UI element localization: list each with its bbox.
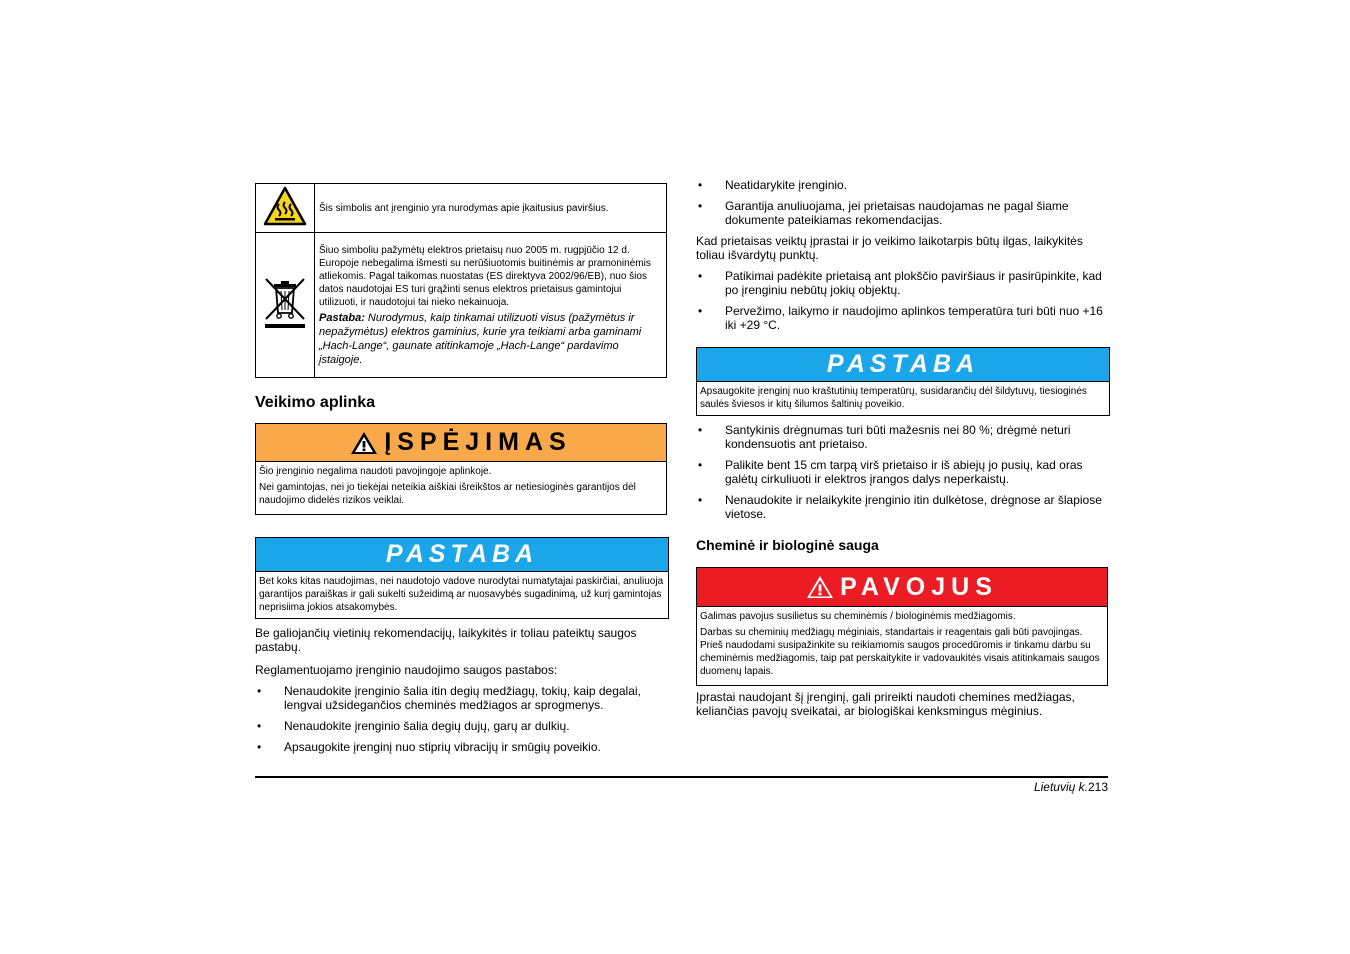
symbol-row-weee [256,233,667,378]
right-column [696,178,1110,718]
bullet-list [696,269,1110,332]
warning-header [256,424,666,462]
hot-surface-icon [263,186,307,226]
symbol-cell-text: Šis simbolis ant įrenginio yra nurodymas apie įkaitusius paviršius. [315,184,667,233]
notice-body: Bet koks kitas naudojimas, nei naudotojo vadove nurodytai numatytajai paskirčiai, anuliuoja garantijos paraiškas ir gali sukelti sužeidimą ar nuosavybės sugadinimą, už kurį gamintojas neprisiima jokios atsakomybės. [259,576,664,613]
danger-line: Prieš naudodami susipažinkite su reikiamomis saugos procedūromis ir tinkamu darbu su cheminėmis medžiagomis, taip pat perskaitykite ir vadovaukitės visais atitinkamais saugos duomenų lapais. [700,640,1100,677]
warning-title: ĮSPĖJIMAS [384,428,572,456]
weee-crossed-bin-icon [262,275,308,331]
warning-line: Šio įrenginio negalima naudoti pavojingoje aplinkoje. [259,466,492,477]
note-label: Pastaba: [319,311,365,324]
weee-text: Šiuo simboliu pažymėtų elektros prietaisų nuo 2005 m. rugpjūčio 12 d. Europoje nebegalima išmesti su nerūšiuotomis buitinėmis ar pramoninėmis atliekomis. Pagal taikomas nuostatas (ES direktyva 2002/96/EB), nuo šios datos naudotojai ES turi grąžinti senus elektros prietaisus gamintojui utilizuoti, ir naudotojui tai nieko nekainuoja. [319,244,651,308]
danger-body [697,607,1107,685]
paragraph: Be galiojančių vietinių rekomendacijų, laikykitės ir toliau pateiktų saugos pastabų. [255,626,637,654]
list-item: • Pervežimo, laikymo ir naudojimo aplinkos temperatūra turi būti nuo +16 iki +29 °C. [696,304,1110,332]
bullet-list [696,178,1110,227]
list-item: • Palikite bent 15 cm tarpą virš prietaiso ir iš abiejų jo pusių, kad oras galėtų cirkuliuoti ir elektros įrangos dalys neperkaistų. [696,458,1110,486]
bullet-list [255,684,667,754]
bullet-list [696,423,1110,521]
paragraph: Reglamentuojamo įrenginio naudojimo saugos pastabos: [255,663,558,677]
warning-box [255,423,667,515]
left-column [255,183,667,761]
warning-triangle-icon [350,431,378,455]
symbols-table [255,183,667,378]
symbol-cell-text [315,233,667,378]
list-item: • Neatidarykite įrenginio. [696,178,1110,192]
list-item: • Nenaudokite įrenginio šalia degių dujų, garų ar dulkių. [255,719,667,733]
section-title-chemical-biological-safety: Cheminė ir biologinė sauga [696,537,879,553]
weee-note [319,311,662,367]
paragraph: Kad prietaisas veiktų įprastai ir jo veikimo laikotarpis būtų ilgas, laikykitės toliau išvardytų punktų. [696,234,1083,262]
list-item: • Garantija anuliuojama, jei prietaisas naudojamas ne pagal šiame dokumente pateikiamas rekomendacijas. [696,199,1110,227]
notice-header: PASTABA [697,348,1109,382]
list-item: • Santykinis drėgnumas turi būti mažesnis nei 80 %; drėgmė neturi kondensuotis ant prietaiso. [696,423,1110,451]
notice-header: PASTABA [256,538,668,572]
danger-line: Galimas pavojus susilietus su cheminėmis / biologinėmis medžiagomis. [700,611,1016,622]
footer-rule [255,776,1108,778]
danger-title: PAVOJUS [840,572,998,601]
warning-line: Nei gamintojas, nei jo tiekėjai neteikia aiškiai išreikštos ar netiesioginės garantijos dėl naudojimo didelės rizikos veiklai. [259,482,636,506]
footer-language: Lietuvių k. [1033,780,1088,794]
list-item: • Patikimai padėkite prietaisą ant plokščio paviršiaus ir pasirūpinkite, kad po įrenginiu nebūtų jokių objektų. [696,269,1110,297]
note-text: Nurodymus, kaip tinkamai utilizuoti visus (pažymėtus ir nepažymėtus) elektros gaminius, kurie yra teikiami arba gaminami „Hach-Lange“, gaunate atitinkamoje „Hach-Lange“ pardavimo įstaigoje. [319,311,642,366]
page-number: 213 [1087,780,1108,794]
list-item: • Nenaudokite ir nelaikykite įrenginio itin dulkėtose, drėgnose ar šlapiose vietose. [696,493,1110,521]
paragraph: Įprastai naudojant šį įrenginį, gali prireikti naudoti chemines medžiagas, keliančias pavojų sveikatai, ar biologiškai kenksmingus mėginius. [696,690,1075,718]
danger-box [696,567,1108,686]
symbol-row-hot-surface [256,184,667,233]
notice-body: Apsaugokite įrenginį nuo kraštutinių temperatūrų, susidarančių dėl šildytuvų, tiesioginės saulės šviesos ir kitų šilumos šaltinių poveikio. [700,386,1087,410]
symbol-cell-icon [256,233,315,378]
danger-header [697,568,1107,607]
notice-box [696,347,1110,416]
page-footer [1034,780,1108,794]
danger-triangle-icon [806,575,834,599]
notice-box [255,537,669,619]
list-item: • Apsaugokite įrenginį nuo stiprių vibracijų ir smūgių poveikio. [255,740,667,754]
symbol-cell-icon [256,184,315,233]
danger-line: Darbas su cheminių medžiagų mėginiais, standartais ir reagentais gali būti pavojingas. [700,627,1083,638]
warning-body [256,462,666,514]
section-title-operating-environment: Veikimo aplinka [255,394,376,411]
list-item: • Nenaudokite įrenginio šalia itin degių medžiagų, tokių, kaip degalai, lengvai užsidegančios cheminės medžiagos ar sprogmenys. [255,684,667,712]
